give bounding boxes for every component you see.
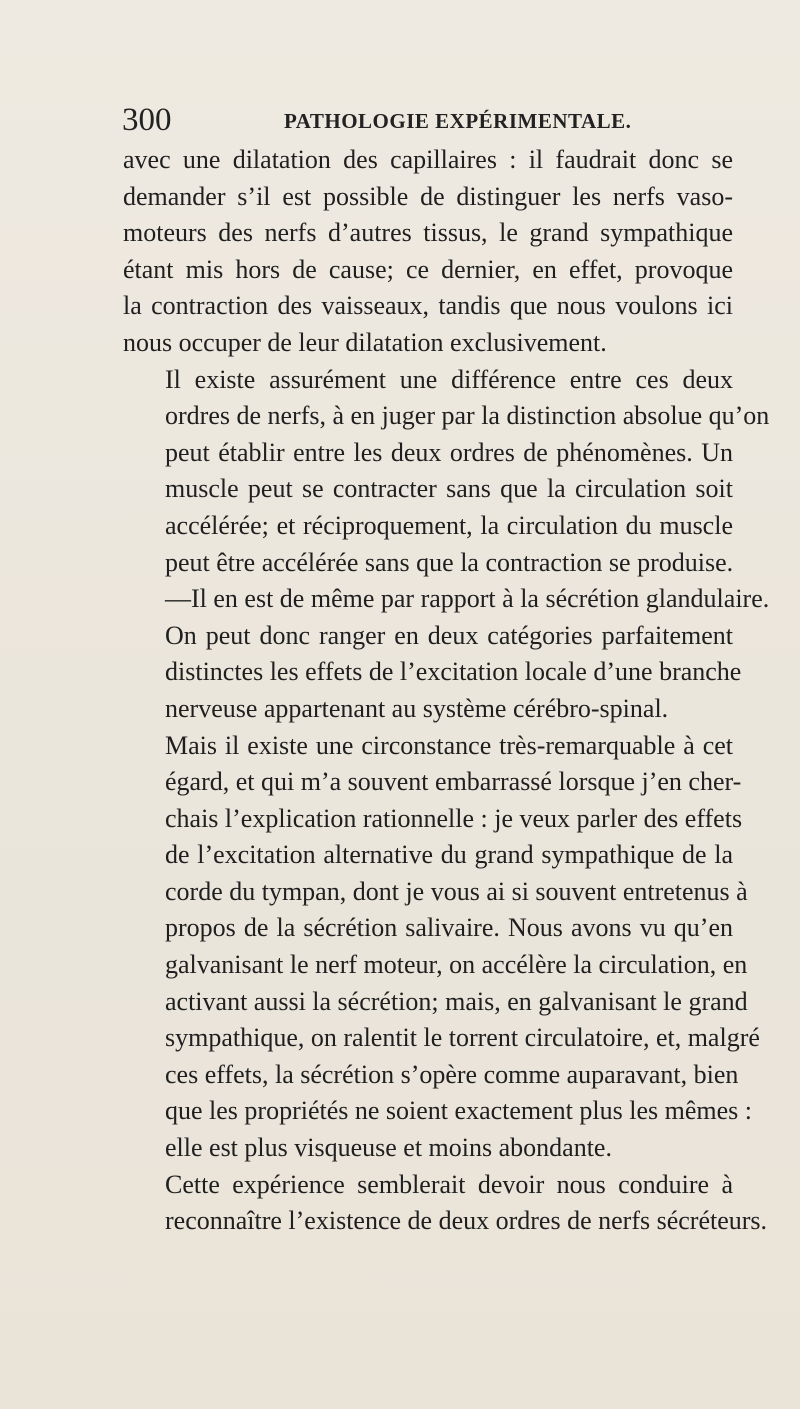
body-text <box>123 142 770 1240</box>
text-line: Mais il existe une circonstance très-remarquable à cet <box>165 730 733 760</box>
text-line: corde du tympan, dont je vous ai si souvent entretenus à <box>165 876 748 906</box>
text-line: distinctes les effets de l’excitation locale d’une branche <box>165 657 742 687</box>
page-number: 300 <box>122 102 172 138</box>
text-line: étant mis hors de cause; ce dernier, en effet, provoque <box>123 254 733 284</box>
text-line: de l’excitation alternative du grand sympathique de la <box>165 840 733 870</box>
text-line: moteurs des nerfs d’autres tissus, le grand sympathique <box>123 218 733 248</box>
text-line: nous occuper de leur dilatation exclusivement. <box>123 327 607 357</box>
text-line: activant aussi la sécrétion; mais, en galvanisant le grand <box>165 986 748 1016</box>
text-line: accélérée; et réciproquement, la circulation du muscle <box>165 510 733 540</box>
text-line: sympathique, on ralentit le torrent circulatoire, et, malgré <box>165 1023 760 1053</box>
text-line: que les propriétés ne soient exactement plus les mêmes : <box>165 1096 752 1126</box>
text-line: égard, et qui m’a souvent embarrassé lorsque j’en cher- <box>165 767 742 797</box>
text-line: avec une dilatation des capillaires : il faudrait donc se <box>123 145 733 174</box>
paragraph <box>123 728 760 1167</box>
text-line: —Il en est de même par rapport à la sécrétion glandulaire. <box>165 584 770 614</box>
text-line: peut être accélérée sans que la contraction se produise. <box>165 547 734 577</box>
text-line: Cette expérience semblerait devoir nous conduire à <box>165 1169 733 1199</box>
text-line: elle est plus visqueuse et moins abondante. <box>165 1133 612 1163</box>
page-header <box>122 100 722 140</box>
text-line: muscle peut se contracter sans que la circulation soit <box>165 474 733 504</box>
text-line: peut établir entre les deux ordres de phénomènes. Un <box>165 437 733 467</box>
text-line: propos de la sécrétion salivaire. Nous avons vu qu’en <box>165 913 733 943</box>
text-line: chais l’explication rationnelle : je veux parler des effets <box>165 803 743 833</box>
text-line: galvanisant le nerf moteur, on accélère la circulation, en <box>165 950 748 980</box>
text-line: reconnaître l’existence de deux ordres de nerfs sécréteurs. <box>165 1206 768 1236</box>
text-line: Il existe assurément une différence entre ces deux <box>165 364 733 394</box>
text-line: la contraction des vaisseaux, tandis que nous voulons ici <box>123 291 733 321</box>
text-line: ordres de nerfs, à en juger par la distinction absolue qu’on <box>165 401 770 431</box>
paragraph <box>123 362 770 728</box>
paragraph <box>123 142 733 362</box>
running-title: PATHOLOGIE EXPÉRIMENTALE. <box>284 109 632 133</box>
text-line: demander s’il est possible de distinguer les nerfs vaso- <box>123 181 733 211</box>
text-line: ces effets, la sécrétion s’opère comme auparavant, bien <box>165 1059 739 1089</box>
text-line: On peut donc ranger en deux catégories parfaitement <box>165 620 733 650</box>
text-line: nerveuse appartenant au système cérébro-spinal. <box>165 693 669 723</box>
paragraph <box>123 1167 768 1240</box>
